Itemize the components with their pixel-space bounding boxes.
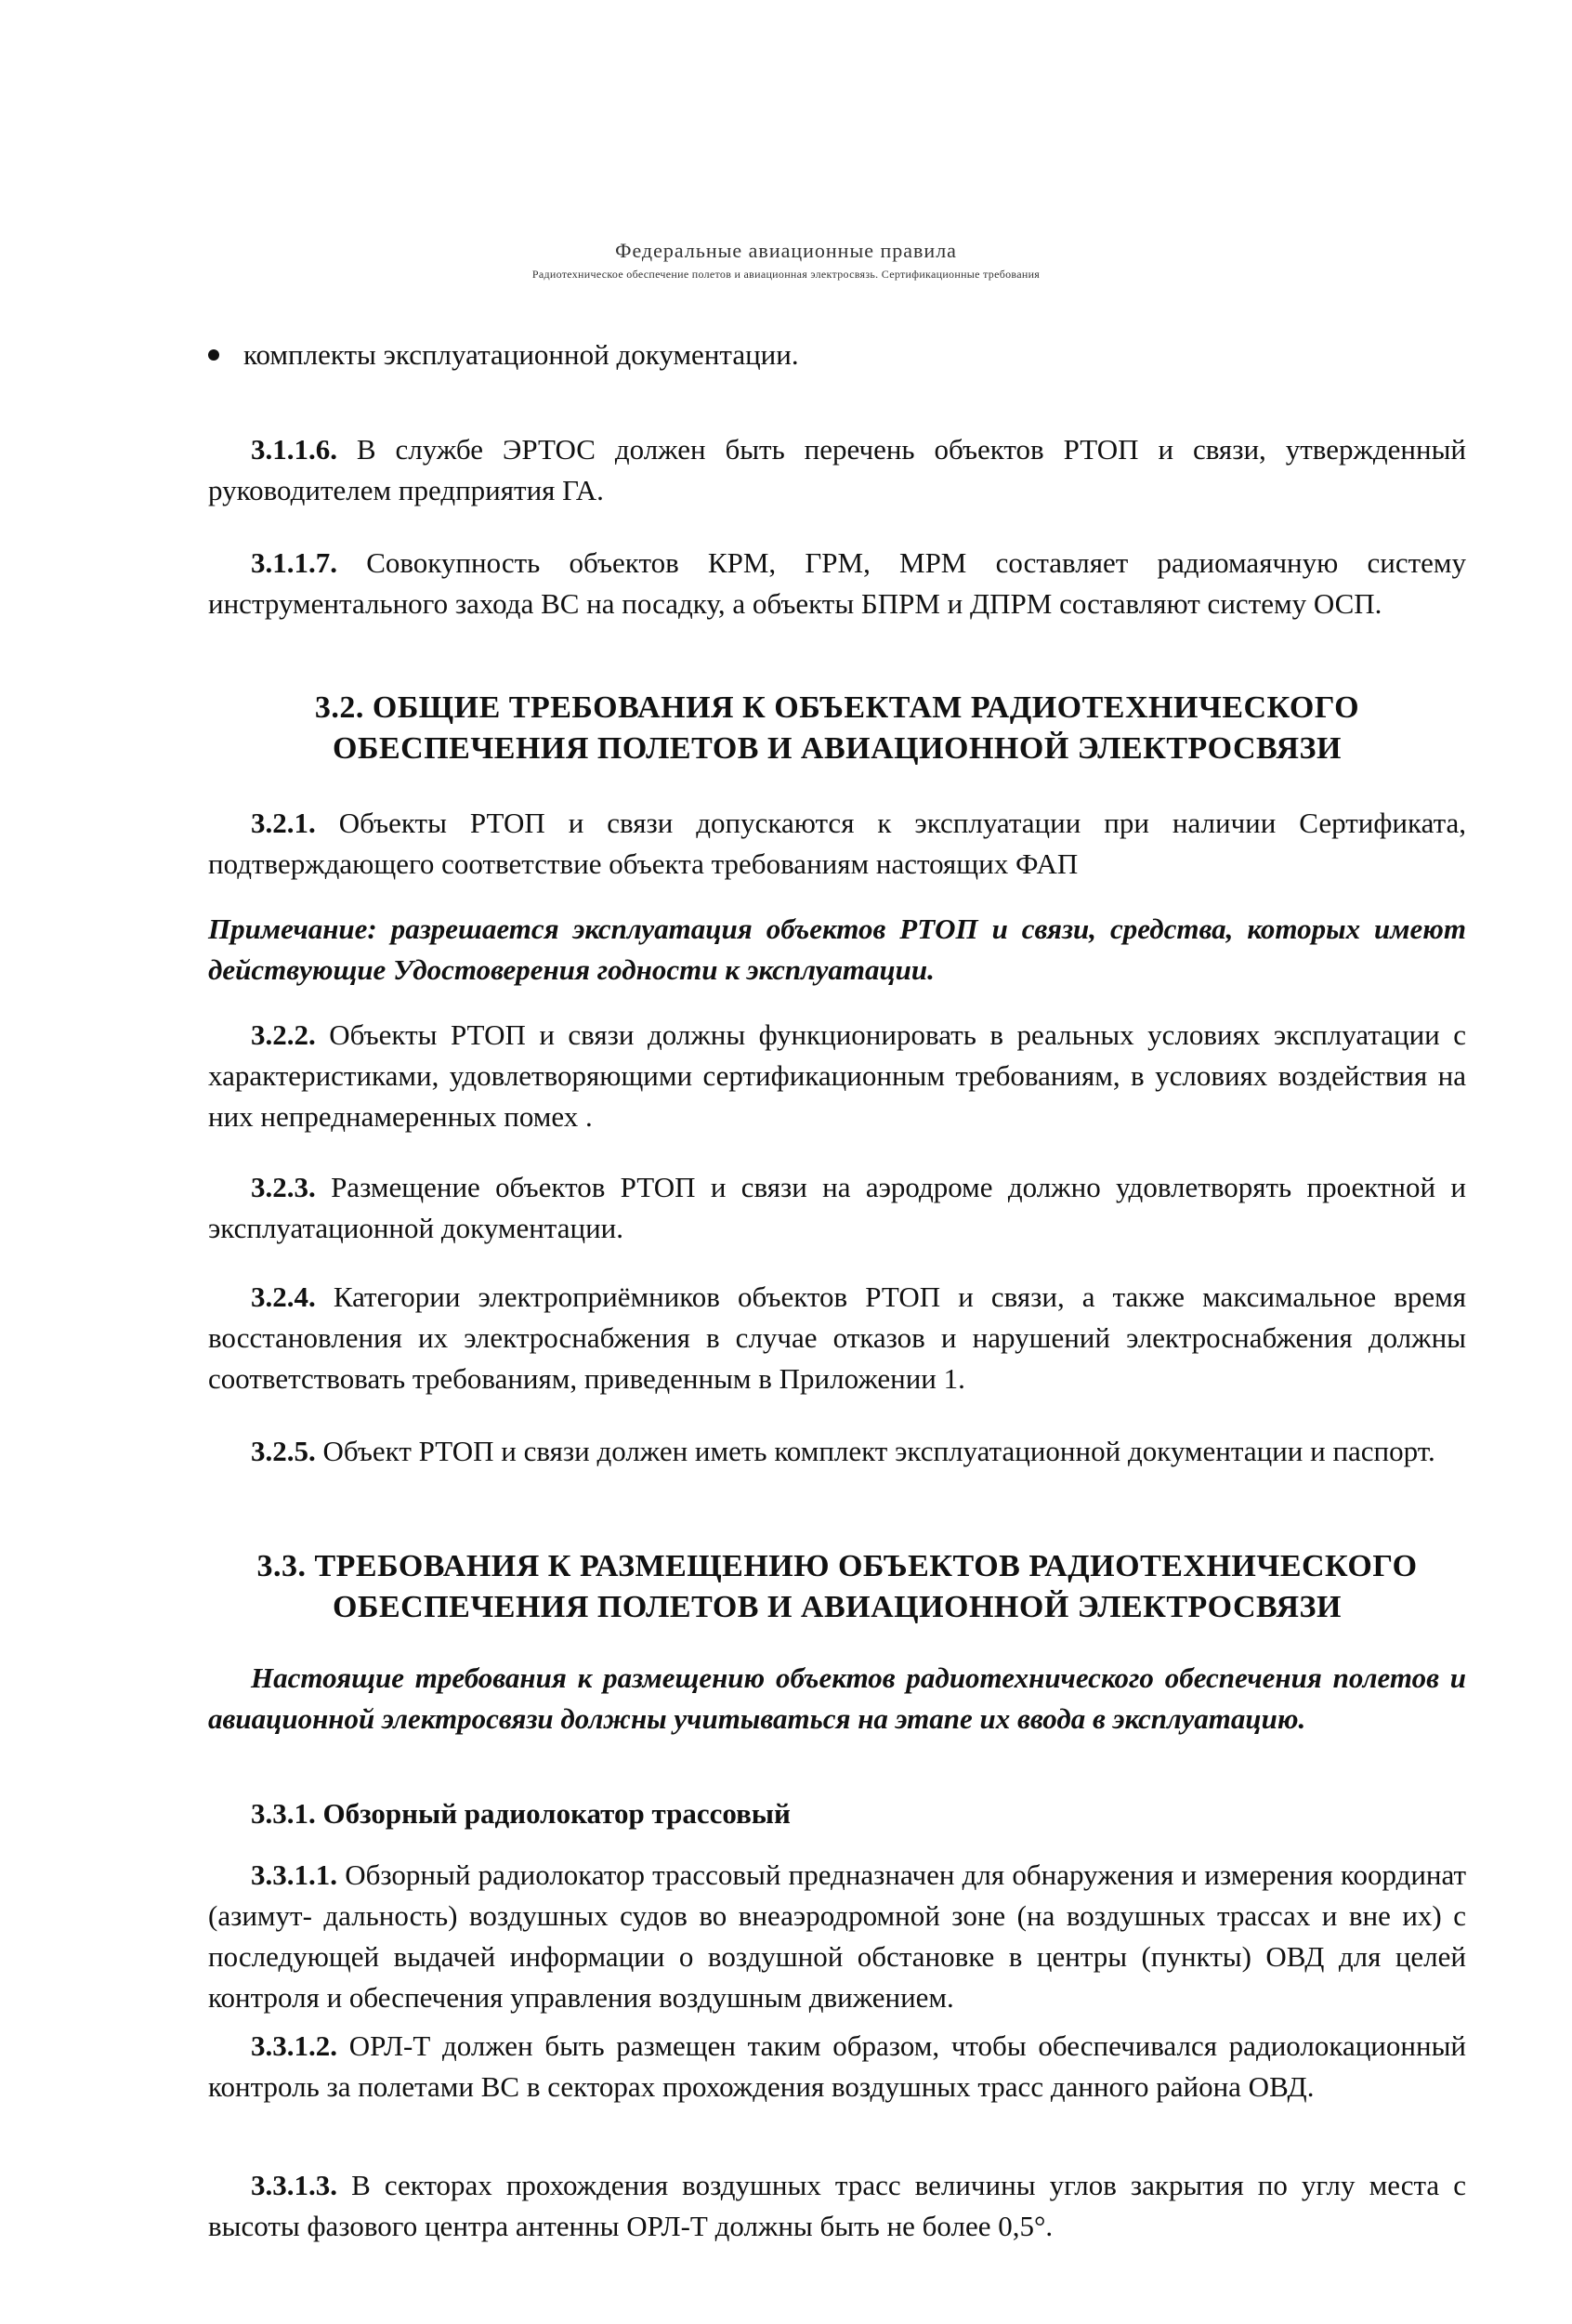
heading-line: ОБЕСПЕЧЕНИЯ ПОЛЕТОВ И АВИАЦИОННОЙ ЭЛЕКТРОСВЯЗИ — [333, 731, 1342, 766]
section-heading-3-2 — [208, 688, 1466, 769]
heading-line: 3.3. ТРЕБОВАНИЯ К РАЗМЕЩЕНИЮ ОБЪЕКТОВ РАДИОТЕХНИЧЕСКОГО — [256, 1549, 1418, 1583]
paragraph-text: В секторах прохождения воздушных трасс величины углов закрытия по углу места с высоты фазового центра антенны ОРЛ-Т должны быть не более 0,5°. — [208, 2169, 1467, 2242]
paragraph-text: В службе ЭРТОС должен быть перечень объектов РТОП и связи, утвержденный руководителем предприятия ГА. — [208, 433, 1467, 506]
paragraph-text: Объекты РТОП и связи должны функционировать в реальных условиях эксплуатации с характеристиками, удовлетворяющими сертификационным требованиям, в условиях воздействия на них непреднамеренных помех . — [208, 1018, 1467, 1133]
heading-line: ОБЕСПЕЧЕНИЯ ПОЛЕТОВ И АВИАЦИОННОЙ ЭЛЕКТРОСВЯЗИ — [333, 1590, 1342, 1624]
paragraph-text: Объект РТОП и связи должен иметь комплект эксплуатационной документации и паспорт. — [322, 1435, 1435, 1467]
section-3-3-intro — [208, 1658, 1466, 1740]
paragraph-3-1-1-7 — [208, 543, 1466, 624]
paragraph-text: Совокупность объектов КРМ, ГРМ, МРМ составляет радиомаячную систему инструментального захода ВС на посадку, а объекты БПРМ и ДПРМ составляют систему ОСП. — [208, 546, 1467, 620]
paragraph-3-3-1-2 — [208, 2026, 1466, 2107]
paragraph-text: Обзорный радиолокатор трассовый предназначен для обнаружения и измерения координат (азимут- дальность) воздушных судов во внеаэродромной зоне (на воздушных трассах и вне их) с последующей выдачей информации о воздушной обстановке в центры (пункты) ОВД для целей контроля и обеспечения управления воздушным движением. — [208, 1858, 1466, 2014]
paragraph-number: 3.3.1.1. — [251, 1858, 337, 1891]
paragraph-number: 3.2.2. — [251, 1018, 316, 1051]
bullet-text: комплекты эксплуатационной документации. — [243, 338, 799, 371]
paragraph-3-2-4 — [208, 1277, 1466, 1399]
intro-text: Настоящие требования к размещению объектов радиотехнического обеспечения полетов и авиационной электросвязи должны учитываться на этапе их ввода в эксплуатацию. — [208, 1661, 1466, 1735]
paragraph-3-3-1-1 — [208, 1855, 1466, 2018]
heading-line: 3.2. ОБЩИЕ ТРЕБОВАНИЯ К ОБЪЕКТАМ РАДИОТЕХНИЧЕСКОГО — [314, 690, 1360, 725]
paragraph-number: 3.1.1.6. — [251, 433, 337, 466]
paragraph-3-2-2 — [208, 1015, 1466, 1137]
paragraph-text: Категории электроприёмников объектов РТОП и связи, а также максимальное время восстановления их электроснабжения в случае отказов и нарушений электроснабжения должны соответствовать требованиям, приведенным в Приложении 1. — [208, 1280, 1467, 1395]
paragraph-number: 3.3.1.2. — [251, 2029, 337, 2062]
note-label: Примечание: — [208, 913, 377, 945]
note — [208, 909, 1466, 991]
paragraph-3-2-3 — [208, 1167, 1466, 1249]
paragraph-number: 3.2.3. — [251, 1171, 316, 1203]
bullet-item — [208, 335, 799, 375]
paragraph-text: Размещение объектов РТОП и связи на аэродроме должно удовлетворять проектной и эксплуатационной документации. — [208, 1171, 1467, 1244]
bullet-icon — [208, 349, 219, 361]
header-subtitle: Радиотехническое обеспечение полетов и авиационная электросвязь. Сертификационные требования — [531, 268, 1041, 281]
paragraph-number: 3.2.1. — [251, 807, 316, 839]
running-header — [0, 237, 1572, 283]
paragraph-3-1-1-6 — [208, 429, 1466, 511]
paragraph-number: 3.3.1.3. — [251, 2169, 337, 2201]
paragraph-3-2-5 — [208, 1431, 1466, 1472]
paragraph-3-2-1 — [208, 803, 1466, 885]
subsection-3-3-1 — [208, 1793, 1466, 1834]
section-heading-3-3 — [208, 1546, 1466, 1628]
paragraph-text: ОРЛ-Т должен быть размещен таким образом, чтобы обеспечивался радиолокационный контроль за полетами ВС в секторах прохождения воздушных трасс данного района ОВД. — [208, 2029, 1466, 2103]
paragraph-number: 3.2.5. — [251, 1435, 316, 1467]
header-title: Федеральные авиационные правила — [615, 239, 957, 262]
subsection-title: 3.3.1. Обзорный радиолокатор трассовый — [251, 1797, 791, 1830]
paragraph-text: Объекты РТОП и связи допускаются к эксплуатации при наличии Сертификата, подтверждающего соответствие объекта требованиям настоящих ФАП — [208, 807, 1467, 880]
note-text: разрешается эксплуатация объектов РТОП и связи, средства, которых имеют действующие Удостоверения годности к эксплуатации. — [208, 913, 1466, 986]
paragraph-number: 3.2.4. — [251, 1280, 316, 1313]
paragraph-number: 3.1.1.7. — [251, 546, 337, 579]
paragraph-3-3-1-3 — [208, 2165, 1466, 2247]
